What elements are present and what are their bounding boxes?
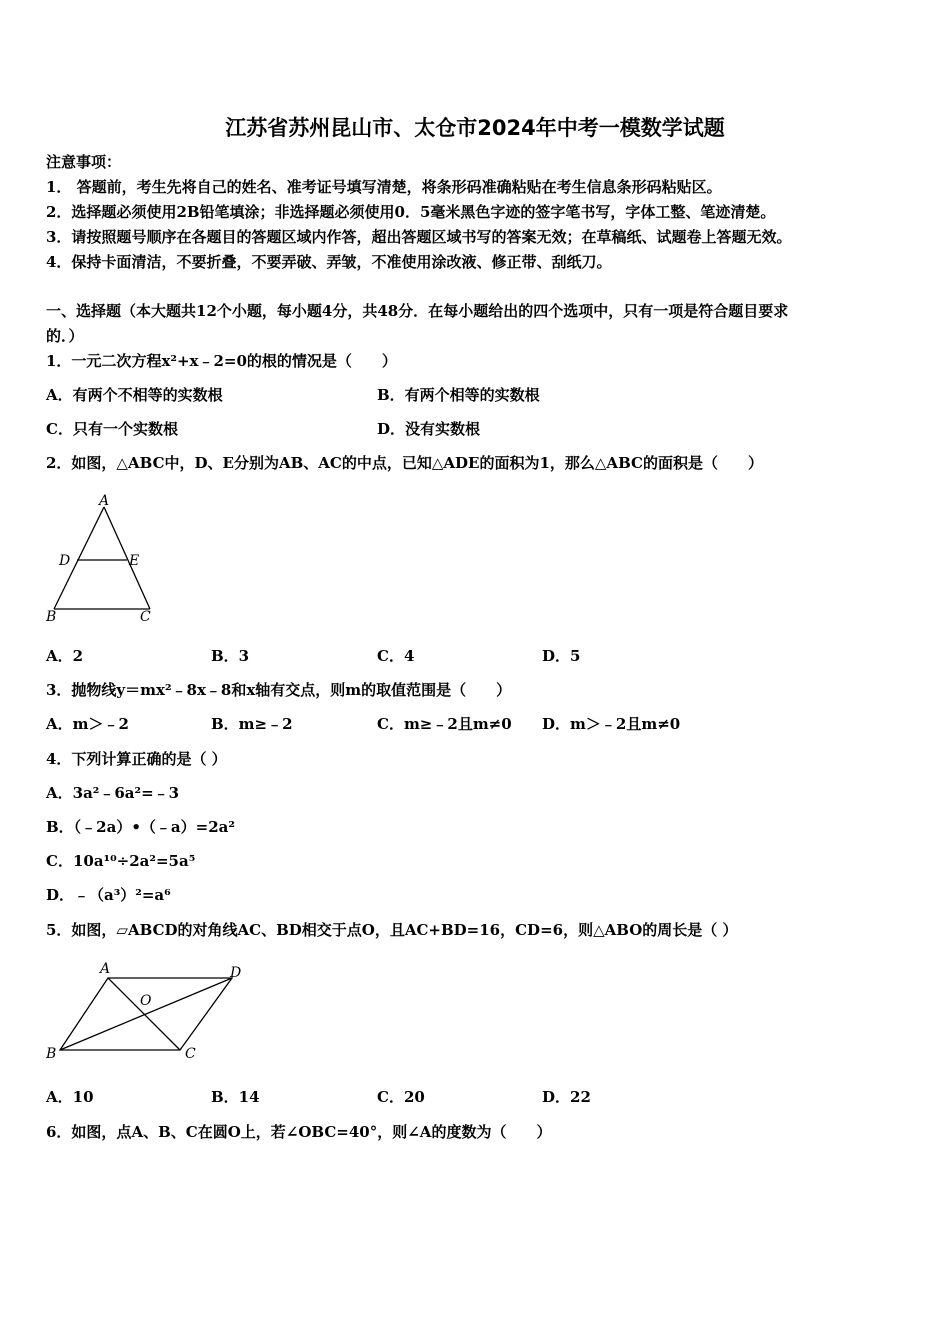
section-heading-line1: 一、选择题（本大题共12个小题，每小题4分，共48分．在每小题给出的四个选项中，只有一项是符合题目要求 [46, 302, 789, 320]
q2-option-a: A．2 [46, 647, 84, 665]
q5-label-b: B [46, 1046, 57, 1062]
q5-parallelogram-figure [40, 958, 260, 1068]
q2-label-e: E [129, 553, 140, 569]
q5-diagonal-ac [108, 978, 180, 1050]
notice-item-3: 3．请按照题号顺序在各题目的答题区域内作答，超出答题区域书写的答案无效；在草稿纸、试题卷上答题无效。 [46, 228, 792, 246]
q5-stem: 5．如图，▱ABCD的对角线AC、BD相交于点O，且AC+BD=16，CD=6，则△ABO的周长是（ ） [46, 921, 738, 939]
q3-option-b: B．m≥﹣2 [211, 715, 293, 733]
notice-item-4: 4．保持卡面清洁，不要折叠，不要弄破、弄皱，不准使用涂改液、修正带、刮纸刀。 [46, 253, 612, 271]
notice-item-2: 2．选择题必须使用2B铅笔填涂；非选择题必须使用0．5毫米黑色字迹的签字笔书写，字体工整、笔迹清楚。 [46, 203, 776, 221]
q2-stem: 2．如图，△ABC中，D、E分别为AB、AC的中点，已知△ADE的面积为1，那么△ABC的面积是（ ） [46, 454, 763, 472]
q3-option-d: D．m＞﹣2且m≠0 [542, 715, 681, 733]
notice-heading: 注意事项： [46, 153, 122, 171]
q3-option-a: A．m＞﹣2 [46, 715, 129, 733]
q1-option-c: C．只有一个实数根 [46, 420, 178, 438]
q5-option-d: D．22 [542, 1088, 591, 1106]
q5-option-c: C．20 [377, 1088, 425, 1106]
q2-label-c: C [140, 609, 151, 625]
q3-stem: 3．抛物线y＝mx²﹣8x﹣8和x轴有交点，则m的取值范围是（ ） [46, 681, 512, 699]
notice-item-1: 1． 答题前，考生先将自己的姓名、准考证号填写清楚，将条形码准确粘贴在考生信息条形码粘贴区。 [46, 178, 722, 196]
q2-segment-ac [104, 507, 150, 609]
q1-stem: 1．一元二次方程x²+x﹣2=0的根的情况是（ ） [46, 352, 397, 370]
page-title: 江苏省苏州昆山市、太仓市2024年中考一模数学试题 [225, 116, 725, 140]
q5-label-d: D [230, 965, 242, 981]
q1-option-b: B．有两个相等的实数根 [377, 386, 540, 404]
q5-option-a: A．10 [46, 1088, 94, 1106]
q5-option-b: B．14 [211, 1088, 260, 1106]
q4-option-a: A．3a²﹣6a²=﹣3 [46, 784, 180, 802]
q3-option-c: C．m≥﹣2且m≠0 [377, 715, 512, 733]
q1-option-a: A．有两个不相等的实数根 [46, 386, 223, 404]
q2-option-c: C．4 [377, 647, 415, 665]
q1-option-d: D．没有实数根 [377, 420, 481, 438]
q5-label-o: O [140, 993, 152, 1009]
q5-label-a: A [100, 961, 111, 977]
q2-option-d: D．5 [542, 647, 581, 665]
q4-stem: 4．下列计算正确的是（ ） [46, 750, 227, 768]
q2-option-b: B．3 [211, 647, 250, 665]
q5-label-c: C [185, 1046, 196, 1062]
q4-option-b: B．（﹣2a）•（﹣a）=2a² [46, 818, 235, 836]
q2-label-d: D [59, 553, 71, 569]
q6-stem: 6．如图，点A、B、C在圆O上，若∠OBC=40°，则∠A的度数为（ ） [46, 1123, 552, 1141]
q4-option-d: D．﹣（a³）²=a⁶ [46, 886, 171, 904]
section-heading-line2: 的．） [46, 327, 84, 345]
q2-label-b: B [46, 609, 57, 625]
q2-triangle-figure [40, 490, 170, 630]
q4-option-c: C．10a¹⁰÷2a²=5a⁵ [46, 852, 196, 870]
q2-label-a: A [99, 493, 110, 509]
